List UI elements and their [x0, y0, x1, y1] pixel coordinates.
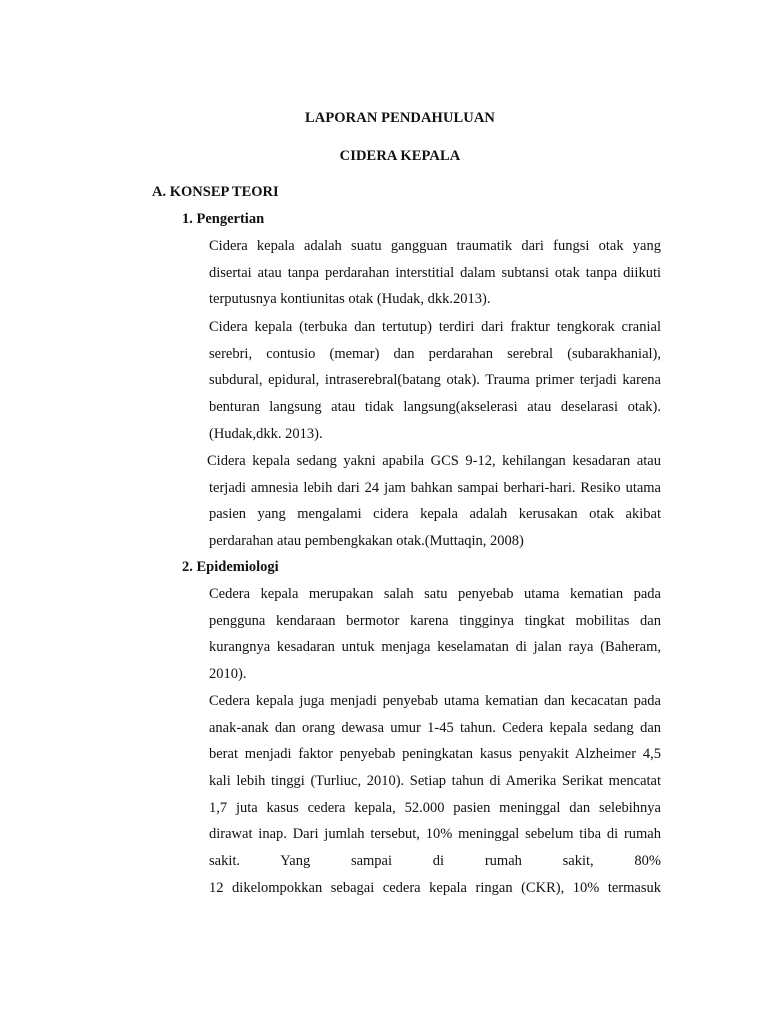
paragraph-line: Cidera kepala adalah suatu gangguan traumatik dari fungsi otak yang	[209, 238, 661, 254]
paragraph-line: 1,7 juta kasus cedera kepala, 52.000 pasien meninggal dan selebihnya	[209, 799, 661, 816]
paragraph-line: kali lebih tinggi (Turliuc, 2010). Setiap tahun di Amerika Serikat mencatat	[209, 773, 661, 790]
document-title: LAPORAN PENDAHULUAN	[305, 110, 495, 126]
paragraph-epidemiologi-1	[209, 581, 661, 688]
paragraph-pengertian-2	[209, 314, 661, 447]
paragraph-line: pasien yang mengalami cidera kepala adalah kerusakan otak akibat	[209, 506, 661, 523]
paragraph-line: anak-anak dan orang dewasa umur 1-45 tahun. Cedera kepala sedang dan	[209, 719, 661, 736]
document-subtitle: CIDERA KEPALA	[339, 148, 461, 164]
paragraph-line: 12 dikelompokkan sebagai cedera kepala ringan (CKR), 10% termasuk	[209, 879, 661, 896]
paragraph-line: Cedera kepala merupakan salah satu penyebab utama kematian pada	[209, 586, 661, 602]
paragraph-line: terputusnya kontiunitas otak (Hudak, dkk.2013).	[209, 291, 491, 308]
paragraph-line: Cidera kepala sedang yakni apabila GCS 9-12, kehilangan kesadaran atau	[207, 453, 661, 469]
paragraph-line: benturan langsung atau tidak langsung(akselerasi atau deselarasi otak).	[209, 399, 661, 416]
subsection-heading-pengertian: 1. Pengertian	[182, 211, 265, 227]
paragraph-line: terjadi amnesia lebih dari 24 jam bahkan sampai berhari-hari. Resiko utama	[209, 479, 661, 496]
paragraph-line: disertai atau tanpa perdarahan interstitial dalam subtansi otak tanpa diikuti	[209, 264, 661, 281]
paragraph-line: sakit. Yang sampai di rumah sakit, 80%	[209, 853, 661, 870]
paragraph-line: Cidera kepala (terbuka dan tertutup) terdiri dari fraktur tengkorak cranial	[209, 319, 661, 335]
paragraph-line: (Hudak,dkk. 2013).	[209, 425, 323, 442]
section-heading-konsep-teori: A. KONSEP TEORI	[152, 184, 279, 200]
paragraph-pengertian-1	[209, 233, 661, 313]
paragraph-line: dirawat inap. Dari jumlah tersebut, 10% meninggal sebelum tiba di rumah	[209, 826, 661, 843]
paragraph-line: subdural, epidural, intraserebral(batang otak). Trauma primer terjadi karena	[209, 372, 661, 389]
paragraph-line: pengguna kendaraan bermotor karena tingginya tingkat mobilitas dan	[209, 612, 661, 629]
paragraph-pengertian-3	[207, 448, 661, 555]
paragraph-epidemiologi-2	[209, 688, 661, 902]
paragraph-line: Cedera kepala juga menjadi penyebab utama kematian dan kecacatan pada	[209, 693, 661, 709]
paragraph-line: kurangnya kesadaran untuk menjaga keselamatan di jalan raya (Baheram,	[209, 639, 661, 656]
paragraph-line: berat menjadi faktor penyebab peningkatan kasus penyakit Alzheimer 4,5	[209, 746, 661, 763]
subsection-heading-epidemiologi: 2. Epidemiologi	[182, 559, 279, 575]
paragraph-line: serebri, contusio (memar) dan perdarahan serebral (subarakhanial),	[209, 345, 661, 362]
paragraph-line: 2010).	[209, 666, 247, 683]
paragraph-line: perdarahan atau pembengkakan otak.(Muttaqin, 2008)	[209, 533, 524, 550]
